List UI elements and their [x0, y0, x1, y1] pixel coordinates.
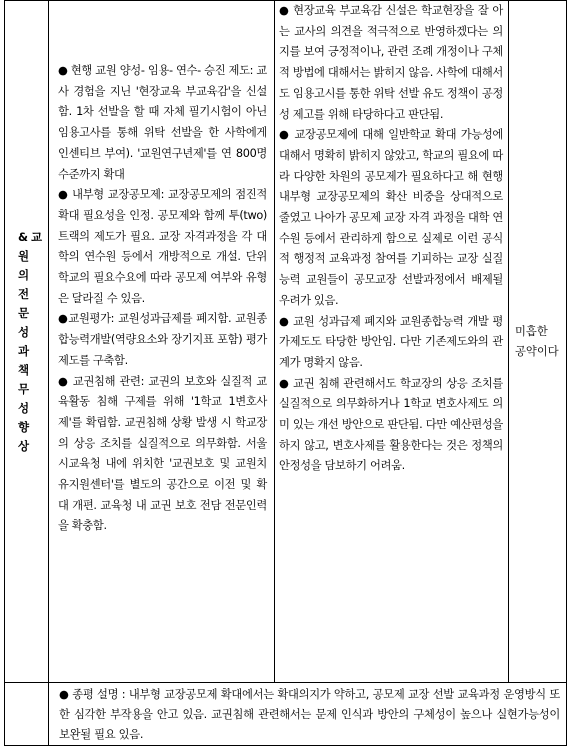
category-line: 성과	[18, 324, 33, 358]
category-line: &교원	[18, 229, 46, 263]
main-row	[5, 1, 567, 683]
pledge-item: ● 현행 교원 양성- 임용- 연수- 승진 제도: 교사 경험을 지닌 '현장교육 부교육감'을 신설함. 1차 선발을 할 때 자체 필기시험이 아닌 임용고사를 통해 위탁 선발을 한 사학에게 인센티브 부여). '교원연구년제'를 연 800명 수준까지 확대	[58, 64, 267, 181]
assessment-item: ● 교권 침해 관련해서도 학교장의 상응 조치를 실질적으로 의무화하거나 1학교 변호사제도 의미 있는 개선 방안으로 판단됨. 다만 예산편성을 하지 않고, 변호사제를 활용한다는 것은 정책의 안정성을 담보하기 어려움.	[279, 376, 503, 473]
pledge-item: ● 내부형 교장공모제: 교장공모제의 점진적 확대 필요성을 인정. 공모제와 함께 투(two)트랙의 제도가 필요. 교장 자격과정을 각 대학의 연수원 등에서 개방적으로 개설. 단위학교의 필요수요에 따라 공모제 여부와 유형은 달라질 수 있음.	[58, 188, 267, 305]
assessment-cell	[275, 1, 509, 683]
category-line: 의	[18, 267, 33, 282]
pledge-item: ●교원평가: 교원성과급제를 폐지함. 교원종합능력개발(역량요소와 장기지표 포함) 평가제도를 구축함.	[58, 312, 267, 367]
evaluation-table	[4, 0, 567, 746]
assessment-item: ● 현장교육 부교육감 신설은 학교현장을 잘 아는 교사의 의견을 적극적으로 반영하겠다는 의지를 보여 긍정적이나, 관련 조례 개정이나 구체적 방법에 대해서는 밝히지 않음. 사학에 대해서도 임용고시를 통한 위탁 선발 유도 정책이 공정성 제고를 위해 타당하다고 판단됨.	[279, 4, 503, 121]
summary-cell	[49, 683, 567, 746]
summary-row	[5, 683, 567, 746]
category-line: 전 문	[18, 286, 33, 320]
rating-text: 미흡한 공약이다	[515, 324, 559, 358]
assessment-item: ● 교장공모제에 대해 일반학교 확대 가능성에 대해서 명확히 밝히지 않았고, 학교의 필요에 따라 다양한 차원의 공모제가 필요하다고 해 현행 내부형 교장공모제의 확산 비중을 상대적으로 줄였고 나아가 공모제 교장 자격 과정을 대학 연수원 등에서 관리하게 함으로 실제로 이런 공식적 행정적 교육과정 참여를 기피하는 교장 실질 능력 교원들이 공모교장 선발과정에서 배제될 우려가 있음.	[279, 128, 503, 307]
pledge-content-cell	[49, 1, 275, 683]
assessment-item: ● 교원 성과급제 폐지와 교원종합능력 개발 평가제도도 타당한 방안임. 다만 기존제도와의 관계가 명확지 않음.	[279, 314, 503, 369]
rating-cell	[509, 1, 567, 683]
category-line: 향상	[18, 419, 33, 453]
category-line: 책 무	[18, 362, 33, 396]
category-cell	[5, 1, 49, 683]
pledge-item: ● 교권침해 관련: 교권의 보호와 실질적 교육활동 침해 구제를 위해 '1학교 1변호사제'를 확립함. 교권침해 상황 발생 시 학교장의 상응 조치를 실질적으로 의무화함. 서울시교육청 내에 위치한 '교권보호 및 교원치유지원센터'를 별도의 공간으로 이전 및 확대 개편. 교육청 내 교권 보호 전담 전문인력을 확충함.	[58, 374, 267, 533]
summary-spacer-cell	[5, 683, 49, 746]
category-line: 성	[18, 400, 33, 415]
summary-text: ● 종평 설명 : 내부형 교장공모제 확대에서는 확대의지가 약하고, 공모제 교장 선발 교육과정 운영방식 또한 심각한 부작용을 안고 있음. 교권침해 관련해서는 문제 인식과 방안의 구체성이 높으나 실현가능성이 보완될 필요 있음.	[59, 688, 560, 741]
